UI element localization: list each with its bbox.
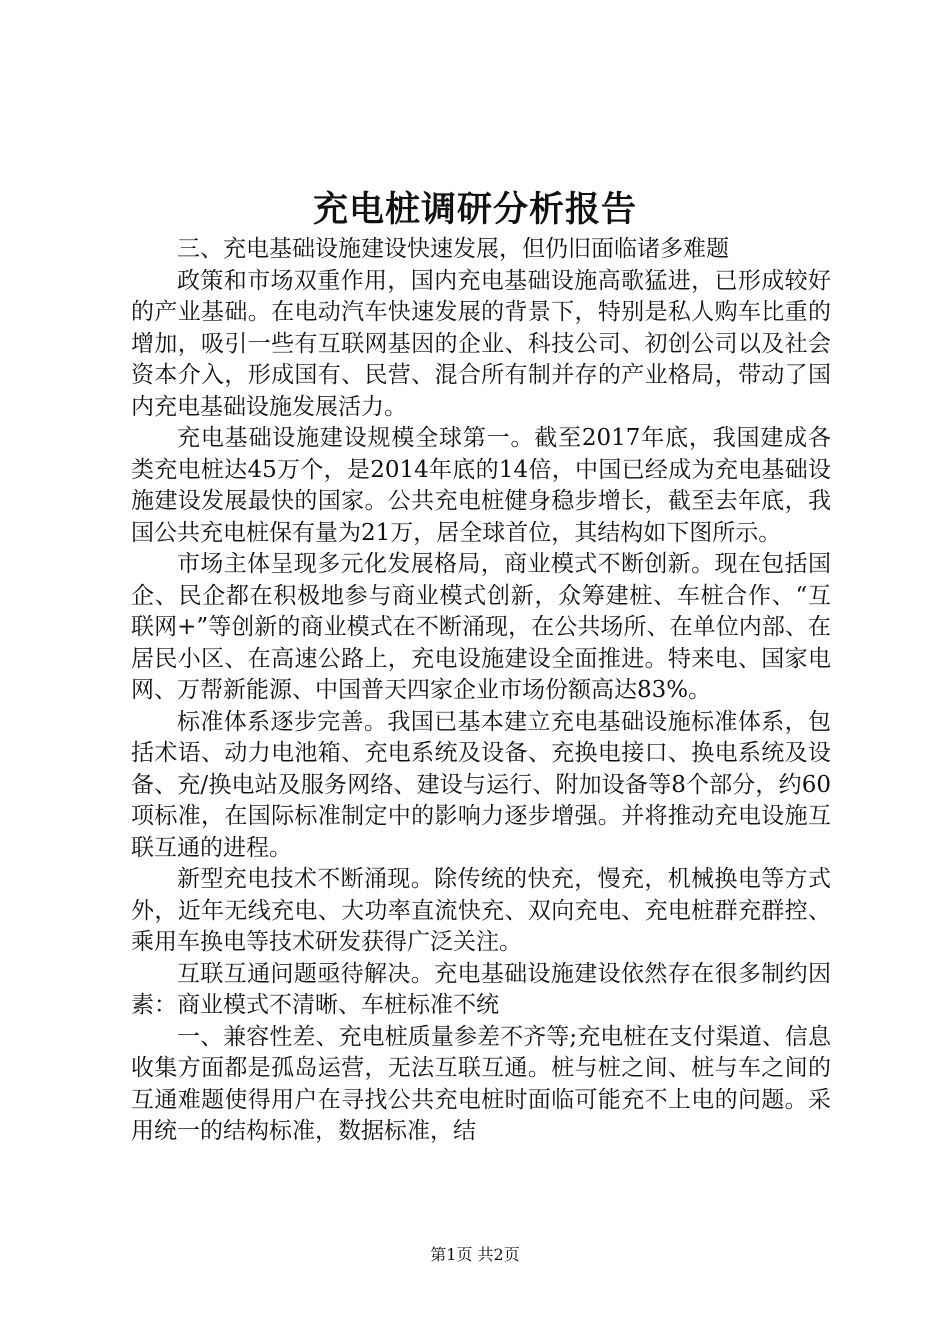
paragraph: 标准体系逐步完善。我国已基本建立充电基础设施标准体系，包括术语、动力电池箱、充电系统及设备、充换电接口、换电系统及设备、充/换电站及服务网络、建设与运行、附加设备等8个部分，约60项标准，在国际标准制定中的影响力逐步增强。并将推动充电设施互联互通的进程。 [131,708,831,861]
document-title: 充电桩调研分析报告 [312,189,637,230]
page-footer: 第1页 共2页 [430,1245,520,1264]
paragraph: 一、兼容性差、充电桩质量参差不齐等;充电桩在支付渠道、信息收集方面都是孤岛运营，无法互联互通。桩与桩之间、桩与车之间的互通难题使得用户在寻找公共充电桩时面临可能充不上电的问题。采用统一的结构标准，数据标准，结 [131,1023,831,1144]
paragraph-section-heading: 三、充电基础设施建设快速发展，但仍旧面临诸多难题 [177,236,729,262]
paragraph: 市场主体呈现多元化发展格局，商业模式不断创新。现在包括国企、民企都在积极地参与商业模式创新，众筹建桩、车桩合作、“互联网+”等创新的商业模式在不断涌现，在公共场所、在单位内部、在居民小区、在高速公路上，充电设施建设全面推进。特来电、国家电网、万帮新能源、中国普天四家企业市场份额高达83%。 [131,551,831,703]
document-body [131,234,831,1148]
paragraph: 政策和市场双重作用，国内充电基础设施高歌猛进，已形成较好的产业基础。在电动汽车快速发展的背景下，特别是私人购车比重的增加，吸引一些有互联网基因的企业、科技公司、初创公司以及社会资本介入，形成国有、民营、混合所有制并存的产业格局，带动了国内充电基础设施发展活力。 [131,267,831,420]
paragraph: 充电基础设施建设规模全球第一。截至2017年底，我国建成各类充电桩达45万个，是2014年底的14倍，中国已经成为充电基础设施建设发展最快的国家。公共充电桩健身稳步增长，截至去年底，我国公共充电桩保有量为21万，居全球首位，其结构如下图所示。 [131,425,831,546]
paragraph: 新型充电技术不断涌现。除传统的快充，慢充，机械换电等方式外，近年无线充电、大功率直流快充、双向充电、充电桩群充群控、乘用车换电等技术研发获得广泛关注。 [131,866,831,955]
paragraph: 互联互通问题亟待解决。充电基础设施建设依然存在很多制约因素：商业模式不清晰、车桩标准不统 [131,960,831,1018]
